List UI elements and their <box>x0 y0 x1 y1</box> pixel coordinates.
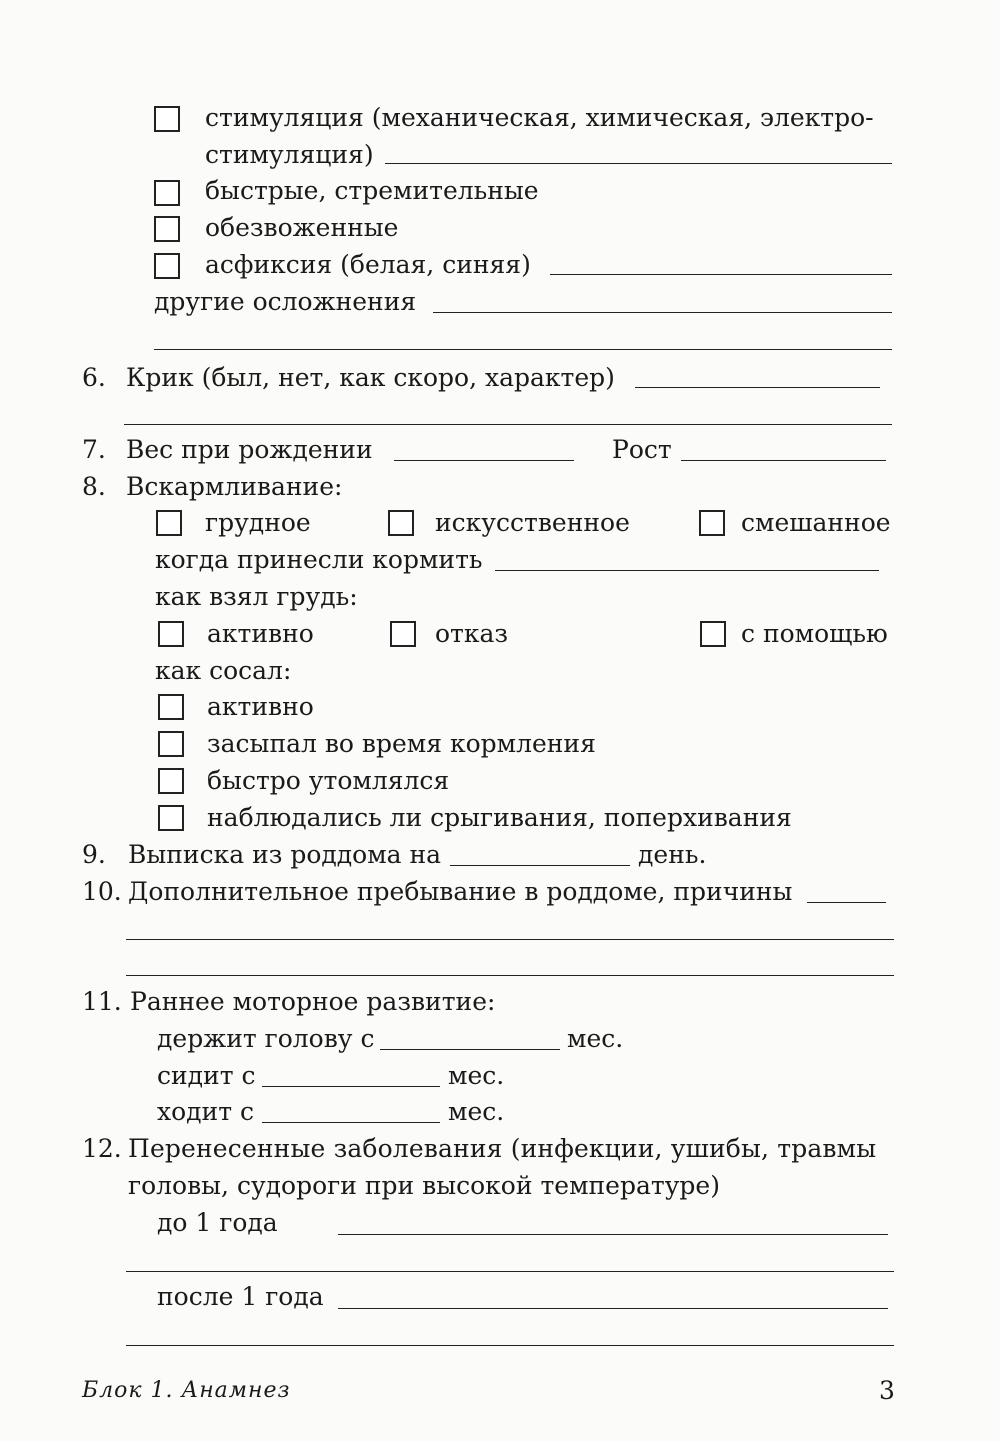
checkbox-suck-active[interactable] <box>158 694 184 720</box>
item-10-answer-line-2[interactable] <box>126 939 894 940</box>
item-12-text-line2: головы, судороги при высокой температуре) <box>128 1171 720 1200</box>
option-artificial-feeding: искусственное <box>435 508 630 537</box>
item-6-answer-line-2[interactable] <box>124 424 892 425</box>
checkbox-suck-regurgitation[interactable] <box>158 805 184 831</box>
item-10-number: 10. <box>82 877 122 906</box>
option-dehydrated: обезвоженные <box>205 213 399 242</box>
discharge-day-line[interactable] <box>450 865 630 866</box>
holds-head-line[interactable] <box>380 1049 560 1050</box>
when-fed-label: когда принесли кормить <box>155 545 483 574</box>
walks-line[interactable] <box>262 1122 440 1123</box>
checkbox-breast-active[interactable] <box>158 621 184 647</box>
item-11-text: Раннее моторное развитие: <box>130 987 496 1016</box>
item-6-text: Крик (был, нет, как скоро, характер) <box>126 363 615 392</box>
breast-take-label: как взял грудь: <box>155 582 358 611</box>
item-6-answer-line[interactable] <box>635 387 880 388</box>
item-9-number: 9. <box>82 840 106 869</box>
option-fast-births: быстрые, стремительные <box>205 176 539 205</box>
item-10-text: Дополнительное пребывание в роддоме, причины <box>128 877 793 906</box>
after-1-year-line[interactable] <box>338 1308 888 1309</box>
option-breast-refusal: отказ <box>435 619 509 648</box>
item-7-number: 7. <box>82 435 106 464</box>
sits-line[interactable] <box>262 1086 440 1087</box>
page-number: 3 <box>879 1376 895 1405</box>
other-complications-line-2[interactable] <box>154 349 892 350</box>
stimulation-answer-line[interactable] <box>385 163 892 164</box>
sits-label: сидит с <box>157 1061 256 1090</box>
option-breast-active: активно <box>207 619 314 648</box>
option-stimulation-line2: стимуляция) <box>205 140 374 169</box>
checkbox-breastfeeding[interactable] <box>156 510 182 536</box>
option-asphyxia: асфиксия (белая, синяя) <box>205 250 531 279</box>
option-breast-assisted: с помощью <box>741 619 888 648</box>
birth-height-line[interactable] <box>681 460 886 461</box>
checkbox-stimulation[interactable] <box>154 106 180 132</box>
footer-block-title: Блок 1. Анамнез <box>82 1378 291 1403</box>
checkbox-mixed-feeding[interactable] <box>699 510 725 536</box>
walks-label: ходит с <box>157 1097 254 1126</box>
after-1-year-line-2[interactable] <box>126 1345 894 1346</box>
option-suck-regurgitation: наблюдались ли срыгивания, поперхивания <box>207 803 792 832</box>
item-10-answer-line[interactable] <box>807 902 886 903</box>
option-breastfeeding: грудное <box>205 508 311 537</box>
option-stimulation-line1: стимуляция (механическая, химическая, электро- <box>205 103 874 132</box>
when-fed-line[interactable] <box>495 570 879 571</box>
sits-unit: мес. <box>448 1061 505 1090</box>
checkbox-suck-asleep[interactable] <box>158 731 184 757</box>
checkbox-breast-assisted[interactable] <box>700 621 726 647</box>
item-9-suffix: день. <box>638 840 707 869</box>
item-9-text: Выписка из роддома на <box>128 840 442 869</box>
item-10-answer-line-3[interactable] <box>126 975 894 976</box>
walks-unit: мес. <box>448 1097 505 1126</box>
item-6-number: 6. <box>82 363 106 392</box>
checkbox-asphyxia[interactable] <box>154 253 180 279</box>
checkbox-fast-births[interactable] <box>154 180 180 206</box>
holds-head-label: держит голову с <box>157 1024 375 1053</box>
item-7-weight-label: Вес при рождении <box>126 435 373 464</box>
item-11-number: 11. <box>82 987 122 1016</box>
item-8-text: Вскармливание: <box>126 472 343 501</box>
item-7-height-label: Рост <box>612 435 672 464</box>
item-8-number: 8. <box>82 472 106 501</box>
option-suck-asleep: засыпал во время кормления <box>207 729 596 758</box>
option-suck-active: активно <box>207 692 314 721</box>
birth-weight-line[interactable] <box>394 460 574 461</box>
checkbox-artificial-feeding[interactable] <box>388 510 414 536</box>
suck-label: как сосал: <box>155 656 292 685</box>
asphyxia-answer-line[interactable] <box>550 274 892 275</box>
option-suck-tired: быстро утомлялся <box>207 766 450 795</box>
item-12-number: 12. <box>82 1134 122 1163</box>
after-1-year-label: после 1 года <box>157 1282 324 1311</box>
checkbox-suck-tired[interactable] <box>158 768 184 794</box>
checkbox-breast-refusal[interactable] <box>390 621 416 647</box>
item-12-text-line1: Перенесенные заболевания (инфекции, ушибы, травмы <box>128 1134 877 1163</box>
other-complications-label: другие осложнения <box>154 287 417 316</box>
holds-head-unit: мес. <box>567 1024 624 1053</box>
other-complications-line[interactable] <box>433 312 892 313</box>
checkbox-dehydrated[interactable] <box>154 216 180 242</box>
before-1-year-line-2[interactable] <box>126 1271 894 1272</box>
before-1-year-line[interactable] <box>338 1234 888 1235</box>
before-1-year-label: до 1 года <box>157 1208 278 1237</box>
option-mixed-feeding: смешанное <box>741 508 891 537</box>
